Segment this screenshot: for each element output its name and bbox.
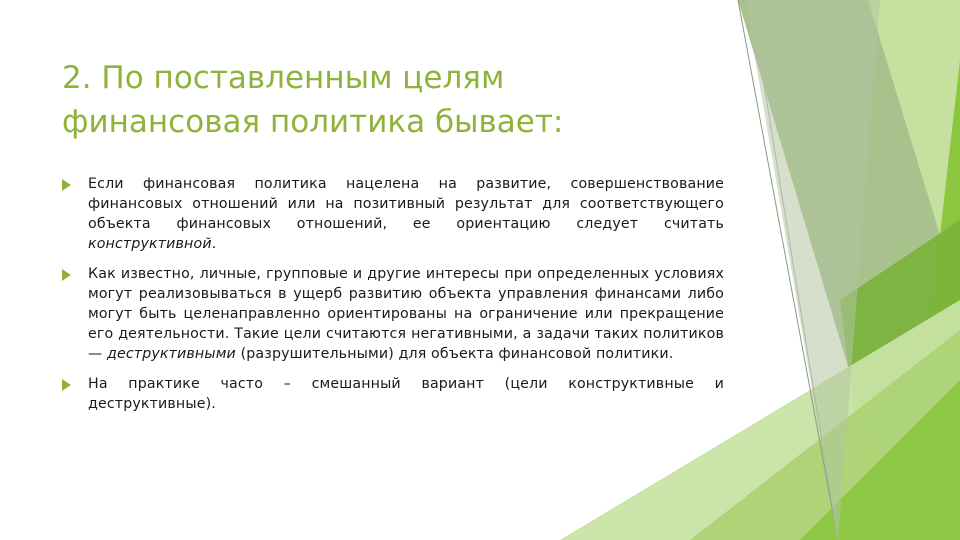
bullet-list — [62, 174, 724, 424]
bullet-text: Если финансовая политика нацелена на развитие, совершенствование финансовых отношений или на позитивный результат для соответствующего объекта финансовых отношений, ее ориентацию следует считать — [88, 176, 724, 232]
bullet-emphasis: конструктивной — [88, 236, 212, 252]
bullet-text-end: . — [211, 236, 217, 252]
slide-title-line-2: финансовая политика бывает: — [62, 104, 564, 140]
list-item — [62, 174, 724, 254]
bullet-text: Как известно, личные, групповые и другие интересы при определенных условиях могут реализовываться в ущерб развитию объекта управления финансами либо могут быть целенаправленно ориентированы на ограничение или прекращение его деятельности. Такие цели считаются негативными, а задачи таких политиков — — [88, 266, 724, 362]
bullet-arrow-icon — [62, 379, 71, 391]
bullet-arrow-icon — [62, 269, 71, 281]
slide-title-line-1: 2. По поставленным целям — [62, 60, 505, 96]
bullet-emphasis: деструктивными — [107, 346, 236, 362]
bullet-text: На практике часто – смешанный вариант (цели конструктивные и деструктивные). — [88, 376, 724, 412]
list-item — [62, 264, 724, 364]
list-item — [62, 374, 724, 414]
bullet-text-end: (разрушительными) для объекта финансовой политики. — [235, 346, 674, 362]
slide-title — [62, 56, 702, 144]
bullet-arrow-icon — [62, 179, 71, 191]
